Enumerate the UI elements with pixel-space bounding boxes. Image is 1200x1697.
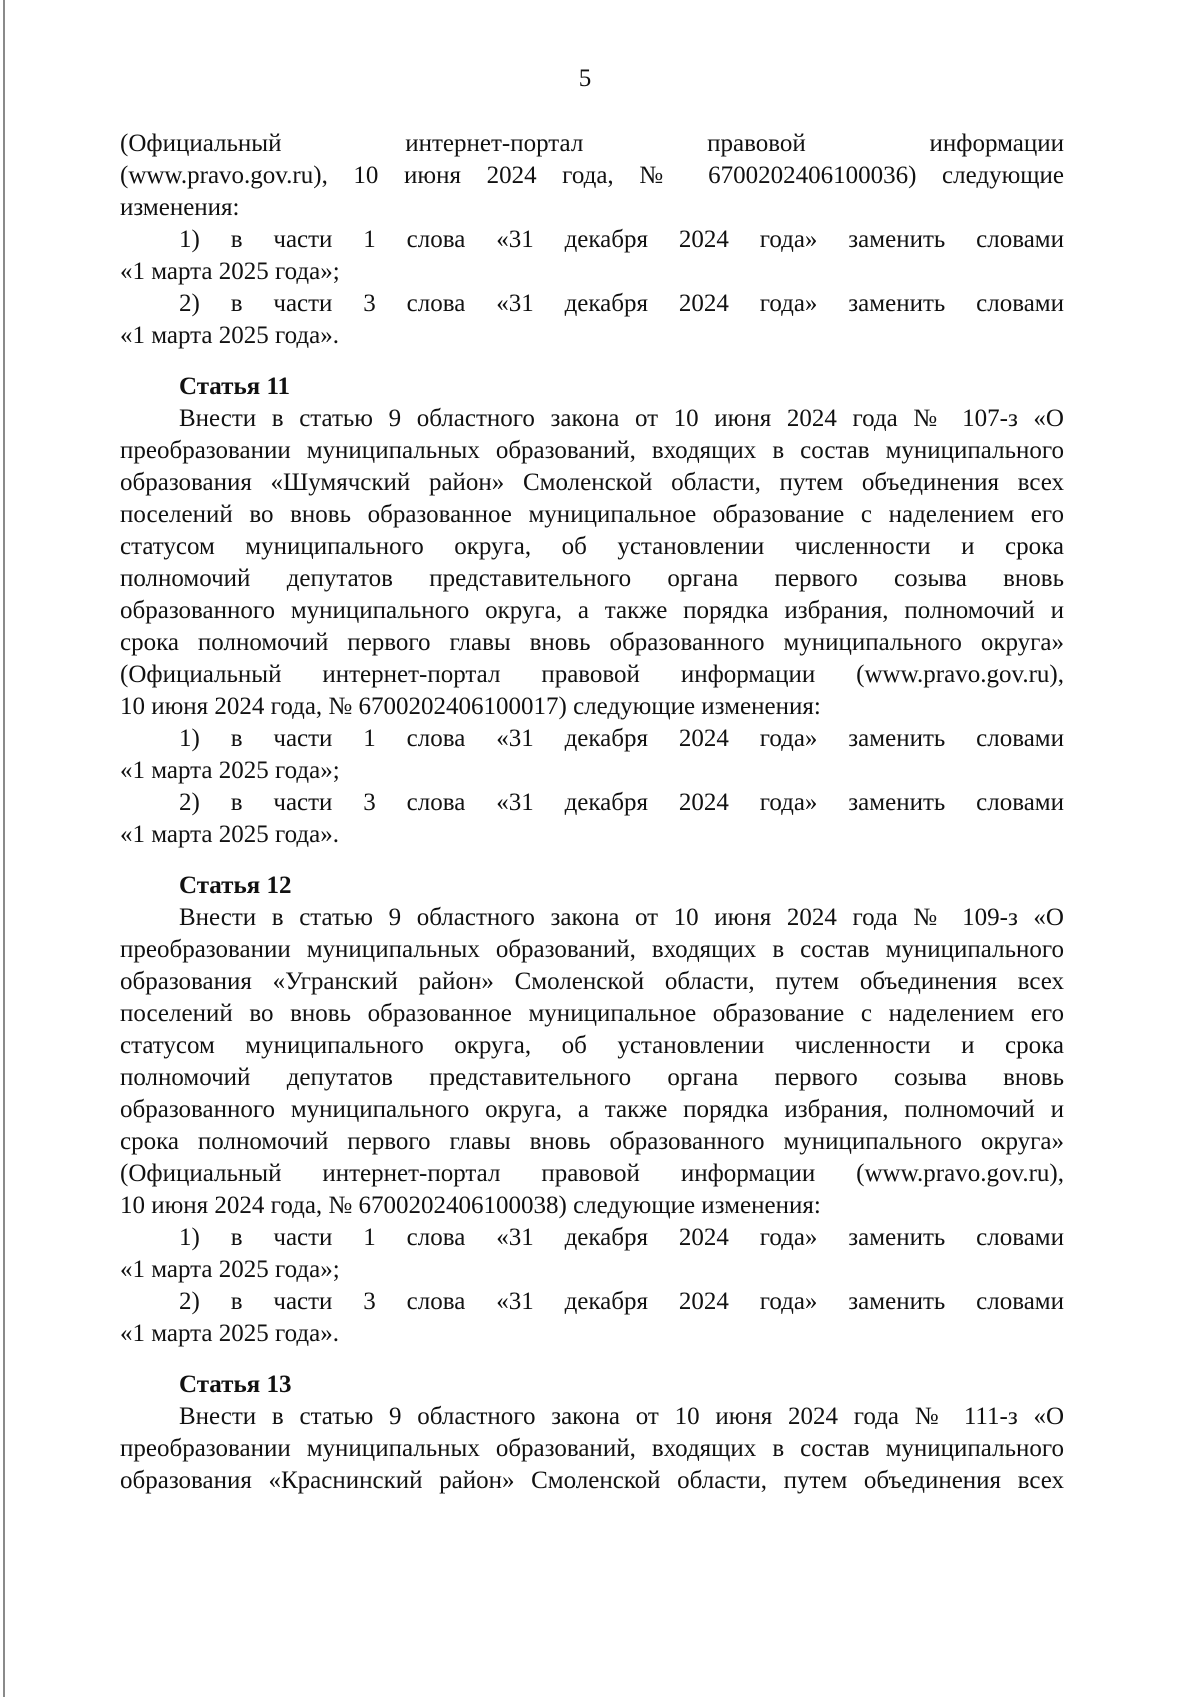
text-line: изменения: xyxy=(120,194,240,221)
text-line: образования «Угранский район» Смоленской области, путем объединения всех xyxy=(120,968,1064,995)
text-line: полномочий депутатов представительного органа первого созыва вновь xyxy=(120,1064,1064,1091)
text-line: «1 марта 2025 года». xyxy=(120,1320,339,1347)
text-line: 10 июня 2024 года, № 6700202406100038) следующие изменения: xyxy=(120,1192,821,1219)
text-line: «1 марта 2025 года»; xyxy=(120,757,340,784)
text-line: преобразовании муниципальных образований, входящих в состав муниципального xyxy=(120,437,1064,464)
article-13 xyxy=(120,1369,1064,1497)
text-line: (Официальный интернет-портал правовой информации (www.pravo.gov.ru), xyxy=(120,1160,1064,1187)
paragraph-intro-continuation xyxy=(120,128,1064,352)
list-item-line: 2) в части 3 слова «31 декабря 2024 года» заменить словами xyxy=(179,290,1064,317)
text-line: (www.pravo.gov.ru), 10 июня 2024 года, № 6700202406100036) следующие xyxy=(120,162,1064,189)
article-heading: Статья 13 xyxy=(179,1371,292,1398)
text-line: «1 марта 2025 года». xyxy=(120,322,339,349)
text-line: 10 июня 2024 года, № 6700202406100017) следующие изменения: xyxy=(120,693,821,720)
text-line: образования «Шумячский район» Смоленской области, путем объединения всех xyxy=(120,469,1064,496)
article-heading: Статья 11 xyxy=(179,373,291,400)
list-item-line: 1) в части 1 слова «31 декабря 2024 года» заменить словами xyxy=(179,226,1064,253)
document-body xyxy=(120,128,1064,1497)
article-11 xyxy=(120,371,1064,851)
list-item-line: 2) в части 3 слова «31 декабря 2024 года» заменить словами xyxy=(179,789,1064,816)
text-line: срока полномочий первого главы вновь образованного муниципального округа» xyxy=(120,629,1064,656)
text-line: «1 марта 2025 года»; xyxy=(120,1256,340,1283)
list-item-line: 1) в части 1 слова «31 декабря 2024 года» заменить словами xyxy=(179,725,1064,752)
list-item-line: 2) в части 3 слова «31 декабря 2024 года» заменить словами xyxy=(179,1288,1064,1315)
text-line: образованного муниципального округа, а также порядка избрания, полномочий и xyxy=(120,597,1064,624)
text-line: Внести в статью 9 областного закона от 10 июня 2024 года № 107-з «О xyxy=(179,405,1064,432)
page-number: 5 xyxy=(578,65,592,92)
text-line: «1 марта 2025 года»; xyxy=(120,258,340,285)
text-line: образования «Краснинский район» Смоленской области, путем объединения всех xyxy=(120,1467,1064,1494)
text-line: «1 марта 2025 года». xyxy=(120,821,339,848)
text-line: поселений во вновь образованное муниципальное образование с наделением его xyxy=(120,1000,1064,1027)
text-line: Внести в статью 9 областного закона от 10 июня 2024 года № 111-з «О xyxy=(179,1403,1064,1430)
text-line: (Официальный интернет-портал правовой информации (www.pravo.gov.ru), xyxy=(120,661,1064,688)
text-line: полномочий депутатов представительного органа первого созыва вновь xyxy=(120,565,1064,592)
text-line: Внести в статью 9 областного закона от 10 июня 2024 года № 109-з «О xyxy=(179,904,1064,931)
text-line: поселений во вновь образованное муниципальное образование с наделением его xyxy=(120,501,1064,528)
article-heading: Статья 12 xyxy=(179,872,292,899)
list-item-line: 1) в части 1 слова «31 декабря 2024 года» заменить словами xyxy=(179,1224,1064,1251)
text-line: преобразовании муниципальных образований, входящих в состав муниципального xyxy=(120,1435,1064,1462)
text-line: (Официальный интернет-портал правовой информации xyxy=(120,130,1064,157)
page-edge-line xyxy=(3,0,5,1697)
text-line: образованного муниципального округа, а также порядка избрания, полномочий и xyxy=(120,1096,1064,1123)
text-line: срока полномочий первого главы вновь образованного муниципального округа» xyxy=(120,1128,1064,1155)
text-line: статусом муниципального округа, об установлении численности и срока xyxy=(120,1032,1064,1059)
text-line: преобразовании муниципальных образований, входящих в состав муниципального xyxy=(120,936,1064,963)
article-12 xyxy=(120,870,1064,1350)
text-line: статусом муниципального округа, об установлении численности и срока xyxy=(120,533,1064,560)
